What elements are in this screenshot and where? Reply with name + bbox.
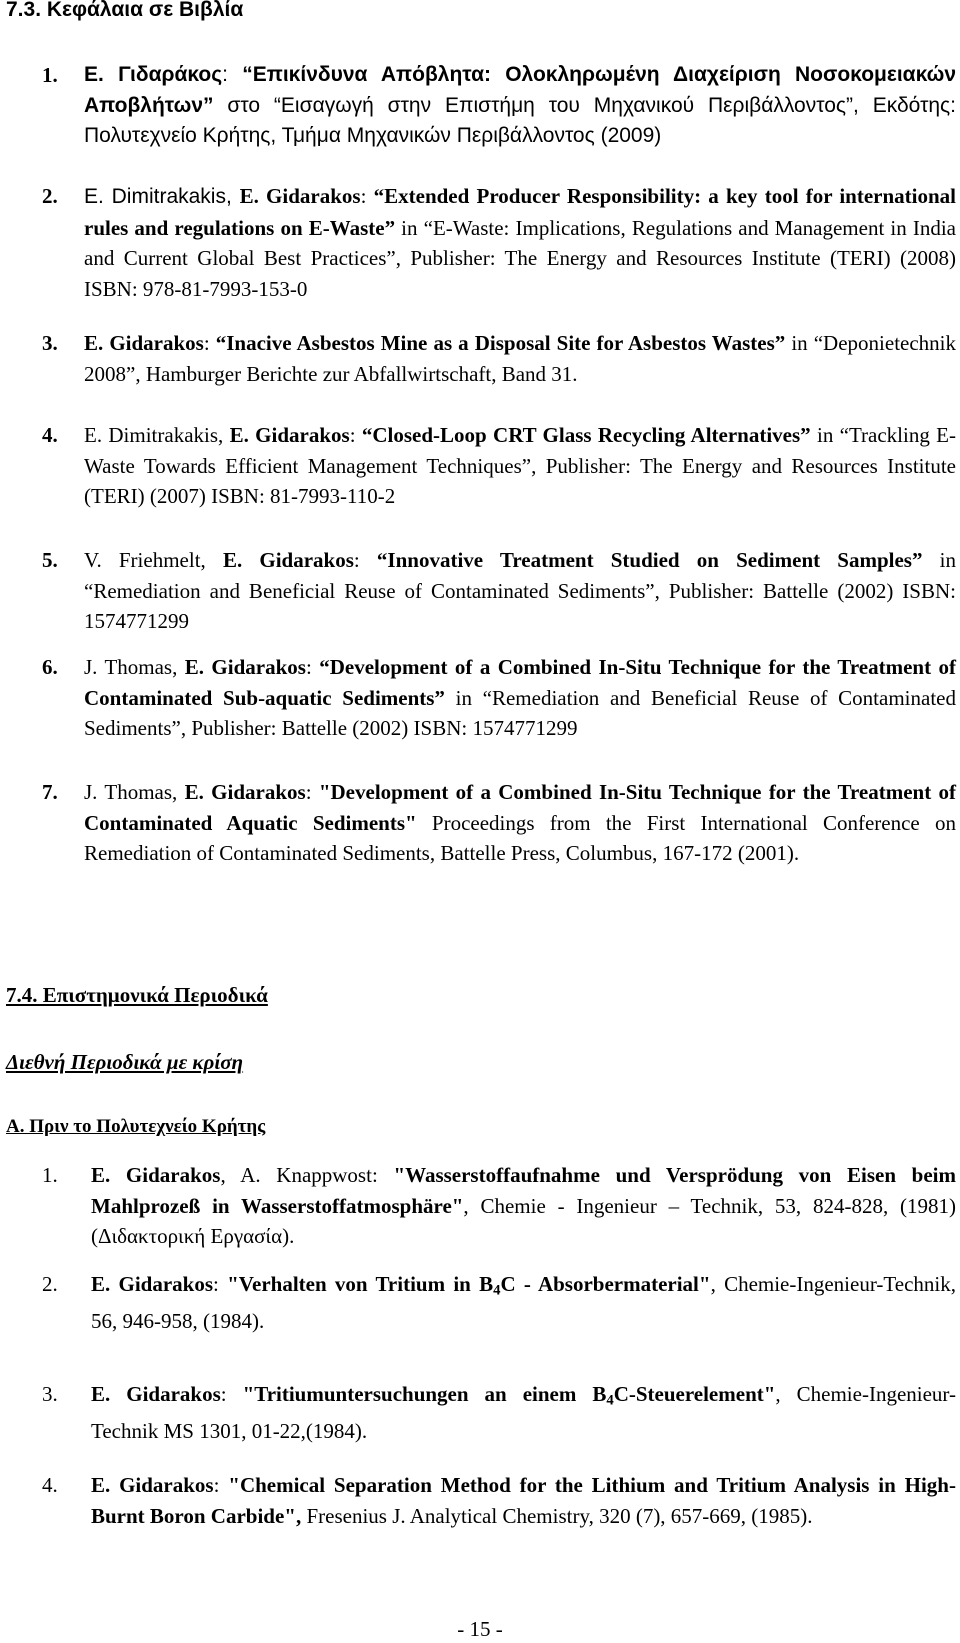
chapter-title: “Επικίνδυνα Απόβλητα: Ολοκληρωμένη Διαχείριση Νοσοκομειακών Αποβλήτων”: [84, 63, 957, 117]
book-chapter-item: [0, 652, 960, 744]
item-text: E. Gidarakos: "Tritiumuntersuchungen an einem $B_4C$-Steuerelement", Chemie-Ingenieur-Technik MS 1301, 01-22,(1984).: [91, 1382, 956, 1444]
chapter-title: “Innovative Treatment Studied on Sediment Samples”: [376, 548, 923, 572]
coauthor: E. Dimitrakakis,: [84, 423, 230, 447]
publication-info: in “E-Waste: Implications, Regulations and Management in India and Current Global Best Practices”, Publisher: The Energy and Resources Institute (TERI) (2008) ISBN: 978-81-7993-153-0: [84, 215, 956, 301]
article-title: "Wasserstoffaufnahme und Versprödung von Eisen beim Mahlprozeß in Wasserstoffatmosphäre": [91, 1163, 956, 1218]
item-text: E. Gidarakos: "Verhalten von Tritium in $B_4C$ - Absorbermaterial", Chemie-Ingenieur-Technik, 56, 946-958, (1984).: [91, 1272, 956, 1334]
chapter-title: “Inacive Asbestos Mine as a Disposal Site for Asbestos Wastes”: [215, 331, 786, 355]
article-title: "Chemical Separation Method for the Lithium and Tritium Analysis in High-Burnt Boron Carbide",: [91, 1473, 956, 1528]
publication-info: in “Remediation and Beneficial Reuse of Contaminated Sediments”, Publisher: Battelle (2002) ISBN: 1574771299: [84, 548, 956, 633]
item-text: V. Friehmelt, E. Gidarakos: “Innovative Treatment Studied on Sediment Samples” in “Remediation and Beneficial Reuse of Contaminated Sediments”, Publisher: Battelle (2002) ISBN: 1574771299: [84, 548, 956, 633]
item-number: 1.: [42, 1163, 58, 1187]
book-chapter-item: [0, 545, 960, 637]
chapter-title: “Closed-Loop CRT Glass Recycling Alternatives”: [361, 423, 811, 447]
author: E. Gidarakos: [239, 184, 361, 208]
author: Ε. Γιδαράκος: [84, 63, 223, 86]
chapter-title: "Development of a Combined In-Situ Technique for the Treatment of Contaminated Aquatic Sediments": [84, 780, 957, 835]
item-number: 2.: [42, 1272, 58, 1296]
publication-info: Proceedings from the First International Conference on Remediation of Contaminated Sediments, Battelle Press, Columbus, 167-172 (2001).: [84, 810, 956, 865]
coauthor: , A. Knappwost:: [220, 1163, 394, 1187]
item-number: 1.: [42, 63, 58, 87]
section-title: 7.3. Κεφάλαια σε Βιβλία: [6, 0, 244, 21]
author: E. Gidarakos: [84, 331, 204, 355]
page-number: - 15 -: [457, 1617, 503, 1641]
publication-info: , Chemie-Ingenieur-Technik MS 1301, 01-22,(1984).: [91, 1382, 956, 1444]
book-chapter-item: [0, 181, 960, 304]
author: E. Gidarakos: [229, 423, 350, 447]
subsubsection-heading: Α. Πριν το Πολυτεχνείο Κρήτης: [6, 1116, 266, 1137]
item-number: 5.: [42, 548, 58, 572]
book-chapter-item: [0, 777, 960, 869]
author: E. Gidarakos: [91, 1382, 221, 1406]
publication-info: , Chemie - Ingenieur – Technik, 53, 824-828, (1981) (Διδακτορική Εργασία).: [91, 1193, 956, 1248]
item-number: 3.: [42, 331, 58, 355]
author: E. Gidarakos: [184, 655, 306, 679]
item-number: 7.: [42, 780, 58, 804]
author: E. Gidarakos: [222, 548, 354, 572]
publication-info: in “Deponietechnik 2008”, Hamburger Berichte zur Abfallwirtschaft, Band 31.: [84, 331, 957, 386]
item-text: [91, 1160, 956, 1252]
subsection-heading: Διεθνή Περιοδικά με κρίση: [6, 1050, 244, 1074]
author: E. Gidarakos: [91, 1272, 214, 1296]
author: E. Gidarakos: [184, 780, 306, 804]
publication-info: Fresenius J. Analytical Chemistry, 320 (7), 657-669, (1985).: [301, 1503, 813, 1528]
author: E. Gidarakos: [91, 1473, 214, 1497]
section-heading: 7.4. Επιστημονικά Περιοδικά: [6, 983, 268, 1007]
publication-info: , Chemie-Ingenieur-Technik, 56, 946-958, (1984).: [91, 1272, 956, 1334]
publication-info: in “Trackling E-Waste Towards Efficient Management Techniques”, Publisher: The Energy and Resources Institute (TERI) (2007) ISBN: 81-7993-110-2: [84, 423, 956, 508]
book-chapter-item: [0, 420, 960, 512]
item-text: E. Dimitrakakis, E. Gidarakos: “Extended Producer Responsibility: a key tool for international rules and regulations on E-Waste” in “E-Waste: Implications, Regulations and Management in India and Current Global Best Practices”, Publisher: The Energy and Resources Institute (TERI) (2008) ISBN: 978-81-7993-153-0: [84, 184, 957, 301]
item-text: J. Thomas, E. Gidarakos: "Development of a Combined In-Situ Technique for the Treatment of Contaminated Aquatic Sediments" Proceedings from the First International Conference on Remediation of Contaminated Sediments, Battelle Press, Columbus, 167-172 (2001).: [84, 780, 957, 865]
item-text: E. Gidarakos: "Chemical Separation Method for the Lithium and Tritium Analysis in High-Burnt Boron Carbide", Fresenius J. Analytical Chemistry, 320 (7), 657-669, (1985).: [91, 1473, 956, 1528]
item-number: 4.: [42, 423, 58, 447]
item-text: Ε. Γιδαράκος: “Επικίνδυνα Απόβλητα: Ολοκληρωμένη Διαχείριση Νοσοκομειακών Αποβλήτων” στο “Εισαγωγή στην Επιστήμη του Μηχανικού Περιβάλλοντος”, Εκδότης: Πολυτεχνείο Κρήτης, Τμήμα Μηχανικών Περιβάλλοντος (2009): [84, 63, 957, 147]
book-chapter-item: [0, 60, 960, 152]
publication-info: στο “Εισαγωγή στην Επιστήμη του Μηχανικού Περιβάλλοντος”, Εκδότης: Πολυτεχνείο Κρήτης, Τμήμα Μηχανικών Περιβάλλοντος (2009): [84, 93, 956, 147]
article-title: "Tritiumuntersuchungen an einem $B_4C$-Steuerelement": [242, 1382, 776, 1409]
journal-article-item: [0, 1269, 960, 1337]
chapter-title: “Development of a Combined In-Situ Technique for the Treatment of Contaminated Sub-aquatic Sediments”: [84, 655, 956, 710]
publication-info: in “Remediation and Beneficial Reuse of Contaminated Sediments”, Publisher: Battelle (2002) ISBN: 1574771299: [84, 685, 956, 740]
author: E. Gidarakos: [91, 1163, 221, 1187]
coauthor: E. Dimitrakakis,: [84, 185, 240, 208]
item-text: E. Dimitrakakis, E. Gidarakos: “Closed-Loop CRT Glass Recycling Alternatives” in “Trackling E-Waste Towards Efficient Management Techniques”, Publisher: The Energy and Resources Institute (TERI) (2007) ISBN: 81-7993-110-2: [84, 423, 956, 508]
item-text: E. Gidarakos: “Inacive Asbestos Mine as a Disposal Site for Asbestos Wastes” in “Deponietechnik 2008”, Hamburger Berichte zur Abfallwirtschaft, Band 31.: [84, 331, 957, 386]
coauthor: J. Thomas,: [84, 655, 185, 679]
item-number: 4.: [42, 1473, 58, 1497]
article-title: "Verhalten von Tritium in $B_4C$ - Absorbermaterial": [227, 1272, 711, 1299]
item-number: 3.: [42, 1382, 58, 1406]
item-number: 2.: [42, 184, 58, 208]
book-chapter-item: [0, 328, 960, 389]
journal-article-item: [0, 1379, 960, 1447]
coauthor: J. Thomas,: [84, 780, 185, 804]
chapter-title: “Extended Producer Responsibility: a key tool for international rules and regulations on E-Waste”: [84, 184, 957, 240]
journal-article-item: [0, 1160, 960, 1252]
item-number: 6.: [42, 655, 58, 679]
item-text: J. Thomas, E. Gidarakos: “Development of a Combined In-Situ Technique for the Treatment of Contaminated Sub-aquatic Sediments” in “Remediation and Beneficial Reuse of Contaminated Sediments”, Publisher: Battelle (2002) ISBN: 1574771299: [84, 655, 956, 740]
journal-article-item: [0, 1470, 960, 1531]
coauthor: V. Friehmelt,: [84, 548, 223, 572]
